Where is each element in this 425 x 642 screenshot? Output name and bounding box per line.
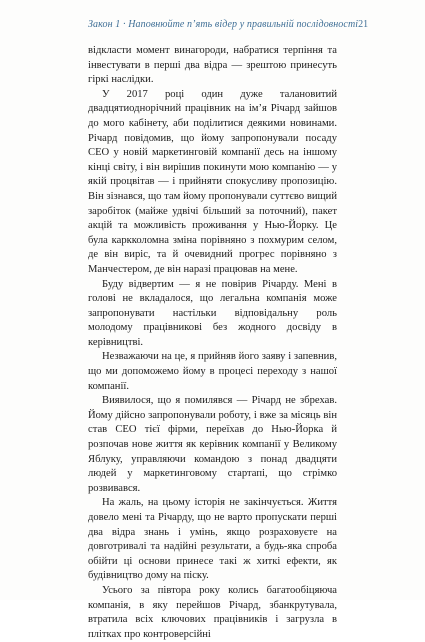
paragraph-4: Незважаючи на це, я прийняв його заяву і запевнив, що ми допоможемо йому в процесі переходу з нашої компанії. [88, 351, 337, 392]
paragraph-7: Усього за півтора року колись багатообіцяюча компанія, в яку перейшов Річард, збанкрутувала, втратила всіх ключових працівників і загрузла в плітках про контроверсійні [88, 584, 337, 640]
paragraph-5: Виявилося, що я помилявся — Річард не збрехав. Йому дійсно запропонували роботу, і вже за місяць він став CEO тієї фірми, переїхав до Нью-Йорка й розпочав нове життя як керівник компанії у Великому Яблуку, управляючи командою з понад двадцяти людей у маркетинговому стартапі, що стрімко розвивався. [88, 395, 337, 494]
paragraph-3: Буду відвертим — я не повірив Річарду. Мені в голові не вкладалося, що легальна компанія може запропонувати настільки відповідальну роль молодому працівникові без жодного досвіду в керівництві. [88, 278, 337, 348]
running-header [88, 19, 369, 33]
page-number: 21 [358, 19, 369, 30]
body-text [88, 44, 337, 642]
paragraph-6: На жаль, на цьому історія не закінчується. Життя довело мені та Річарду, що не варто пропускати перші два відра знань і умінь, якщо розраховуєте на довготривалі та надійні результати, а будь-яка спроба обійти ці основи принесе такі ж хиткі ефекти, як будівництво дому на піску. [88, 497, 337, 582]
paragraph-1: відкласти момент винагороди, набратися терпіння та інвестувати в перші два відра — зрештою принесуть гіркі наслідки. [88, 45, 337, 86]
paragraph-2: У 2017 році один дуже талановитий двадцятиоднорічний працівник на ім’я Річард зайшов до мого кабінету, аби поділитися деякими новинами. Річард повідомив, що йому запропонували посаду CEO у новій маркетинговій компанії десь на іншому кінці світу, і він вирішив покинути мою компанію — у якій процвітав — і прийняти спокусливу пропозицію. Він зізнався, що там йому пропонували суттєво вищий заробіток (майже удвічі більший за поточний), пакет акцій та можливість проживання у Нью-Йорку. Це була каркколомна зміна порівняно з похмурим селом, де він виріс, та й очевидний прогрес порівняно з Манчестером, де він наразі працював на мене. [88, 88, 337, 275]
chapter-title: Закон 1 · Наповнюйте п’ять відер у правильній послідовності [88, 19, 359, 30]
